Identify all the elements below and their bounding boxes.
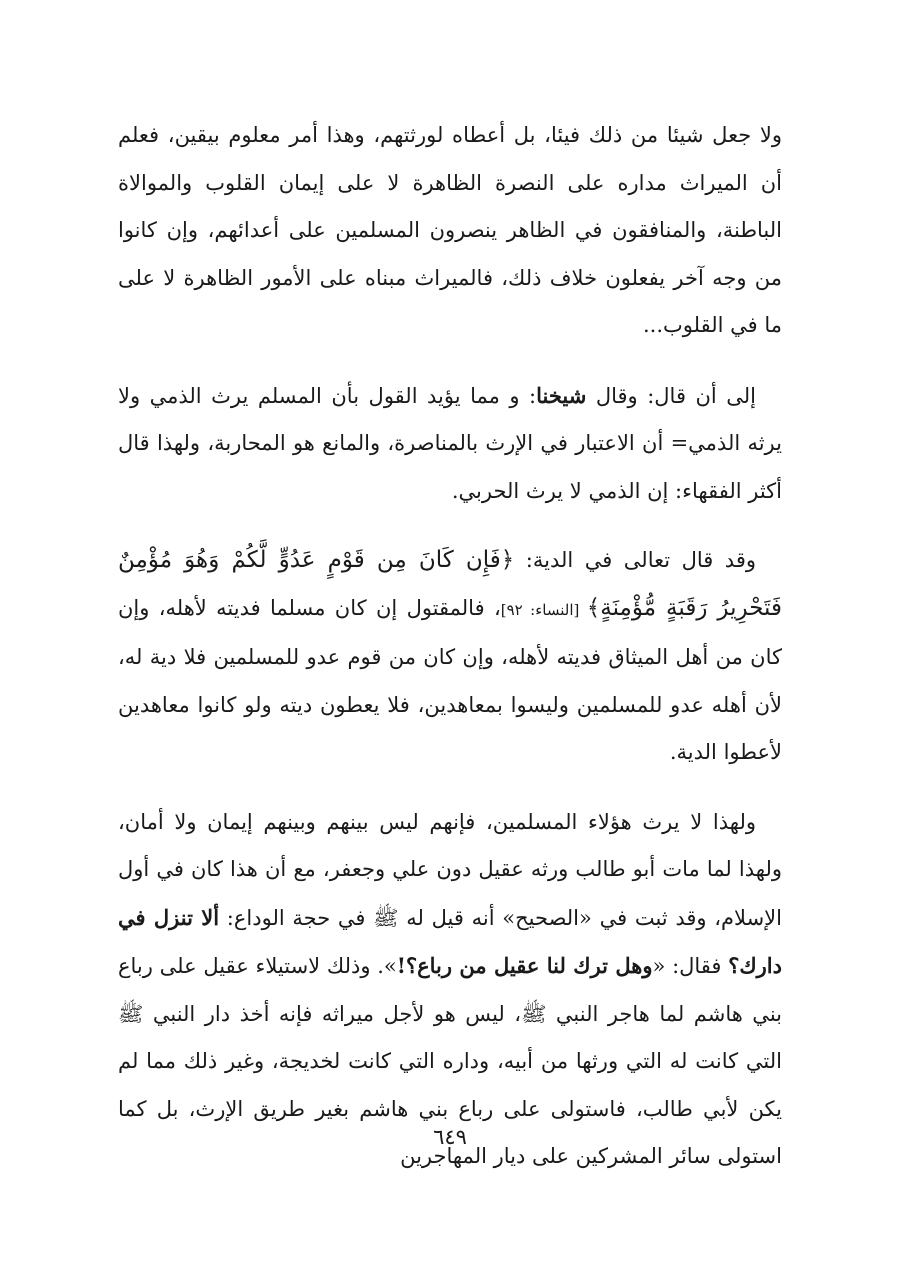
sheikh-label: شيخنا xyxy=(536,382,587,408)
page-body xyxy=(118,112,782,1203)
verse-reference: [النساء: ٩٢] xyxy=(500,600,587,619)
quran-verse: ﴿فَإِن كَانَ مِن قَوْمٍ عَدُوٍّ لَّكُمْ وَهُوَ مُؤْمِنٌ فَتَحْرِيرُ رَقَبَةٍ مُّؤْمِنَةٍ﴾ xyxy=(118,547,782,621)
paragraph-1: ولا جعل شيئا من ذلك فيئا، بل أعطاه لورثتهم، وهذا أمر معلوم بيقين، فعلم أن الميراث مداره على النصرة الظاهرة لا على إيمان القلوب والموالاة الباطنة، والمنافقون في الظاهر ينصرون المسلمين على أعدائهم، وإن كانوا من وجه آخر يفعلون خلاف ذلك، فالميراث مبناه على الأمور الظاهرة لا على ما في القلوب... xyxy=(118,123,782,337)
paragraph-3: وقد قال تعالى في الدية: ﴿فَإِن كَانَ مِن قَوْمٍ عَدُوٍّ لَّكُمْ وَهُوَ مُؤْمِنٌ فَتَحْرِيرُ رَقَبَةٍ مُّؤْمِنَةٍ﴾ [النساء: ٩٢]، فالمقتول إن كان مسلما فديته لأهله، وإن كان من أهل الميثاق فديته لأهله، وإن كان من قوم عدو للمسلمين فلا دية له، لأن أهله عدو للمسلمين وليسوا بمعاهدين، فلا يعطون ديته ولو كانوا معاهدين لأعطوا الدية. xyxy=(118,547,782,764)
hadith-question: ألا تنزل في دارك؟ xyxy=(118,904,782,978)
paragraph-2: إلى أن قال: وقال شيخنا: و مما يؤيد القول بأن المسلم يرث الذمي ولا يرثه الذمي= أن الاعتبار في الإرث بالمناصرة، والمانع هو المحاربة، ولهذا قال أكثر الفقهاء: إن الذمي لا يرث الحربي. xyxy=(118,382,782,503)
hadith-quote: وهل ترك لنا عقيل من رباع؟! xyxy=(396,953,653,978)
paragraph-4: ولهذا لا يرث هؤلاء المسلمين، فإنهم ليس بينهم وبينهم إيمان ولا أمان، ولهذا لما مات أبو طالب ورثه عقيل دون علي وجعفر، مع أن هذا كان في أول الإسلام، وقد ثبت في «الصحيح» أنه قيل له ﷺ في حجة الوداع: ألا تنزل في دارك؟ فقال: «وهل ترك لنا عقيل من رباع؟!». وذلك لاستيلاء عقيل على رباع بني هاشم لما هاجر النبي ﷺ، ليس هو لأجل ميراثه فإنه أخذ دار النبي ﷺ التي كانت له التي ورثها من أبيه، وداره التي كانت لخديجة، وغير ذلك مما لم يكن لأبي طالب، فاستولى على رباع بني هاشم بغير طريق الإرث، بل كما استولى سائر المشركين على ديار المهاجرين xyxy=(118,809,782,1168)
page-number: ٦٤٩ xyxy=(433,1125,467,1149)
